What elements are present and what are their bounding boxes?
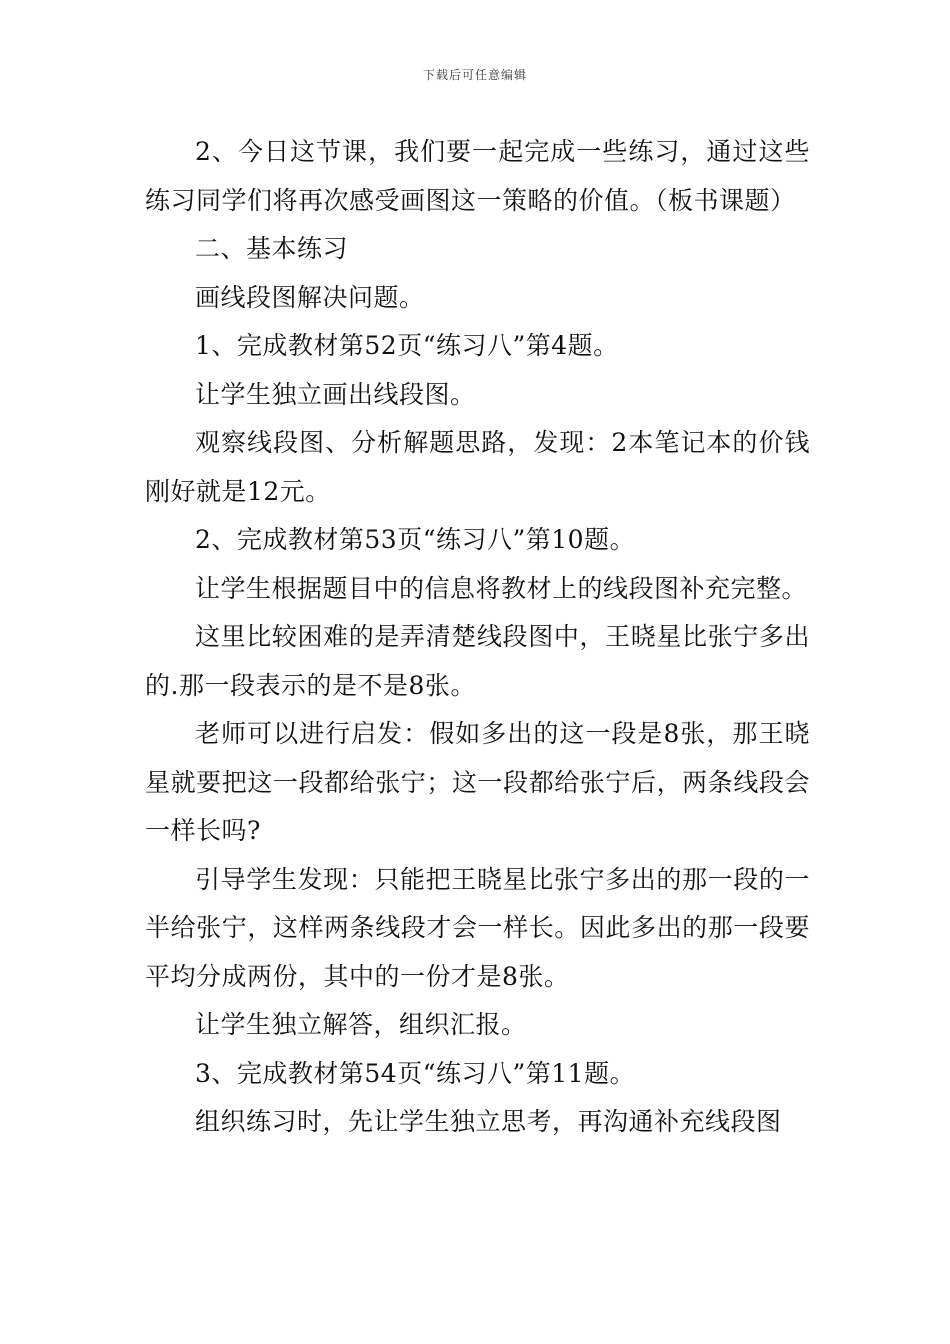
paragraph: 让学生独立解答，组织汇报。 — [195, 1010, 527, 1039]
paragraph: 让学生独立画出线段图。 — [195, 379, 476, 409]
paragraph: 让学生根据题目中的信息将教材上的线段图补充完整。 — [195, 573, 808, 603]
section-heading: 二、基本练习 — [195, 234, 349, 263]
exercise-item-1: 1、完成教材第52页“练习八”第4题。 — [195, 331, 619, 360]
paragraph: 画线段图解决问题。 — [195, 282, 425, 312]
paragraph-intro: 2、今日这节课，我们要一起完成一些练习，通过这些练习同学们将再次感受画图这一策略的价值。（板书课题） — [145, 137, 810, 215]
paragraph: 观察线段图、分析解题思路，发现：2本笔记本的价钱刚好就是12元。 — [145, 428, 810, 506]
paragraph: 这里比较困难的是弄清楚线段图中，王晓星比张宁多出的.那一段表示的是不是8张。 — [145, 622, 810, 700]
paragraph: 老师可以进行启发：假如多出的这一段是8张，那王晓星就要把这一段都给张宁；这一段都给张宁后，两条线段会一样长吗? — [145, 719, 810, 845]
exercise-item-2: 2、完成教材第53页“练习八”第10题。 — [195, 525, 636, 554]
paragraph: 引导学生发现：只能把王晓星比张宁多出的那一段的一半给张宁，这样两条线段才会一样长。因此多出的那一段要平均分成两份，其中的一份才是8张。 — [145, 864, 810, 991]
exercise-item-3: 3、完成教材第54页“练习八”第11题。 — [195, 1058, 636, 1088]
page-header-note: 下载后可任意编辑 — [422, 68, 527, 82]
paragraph: 组织练习时，先让学生独立思考，再沟通补充线段图 — [195, 1107, 782, 1136]
document-body — [145, 128, 810, 1147]
